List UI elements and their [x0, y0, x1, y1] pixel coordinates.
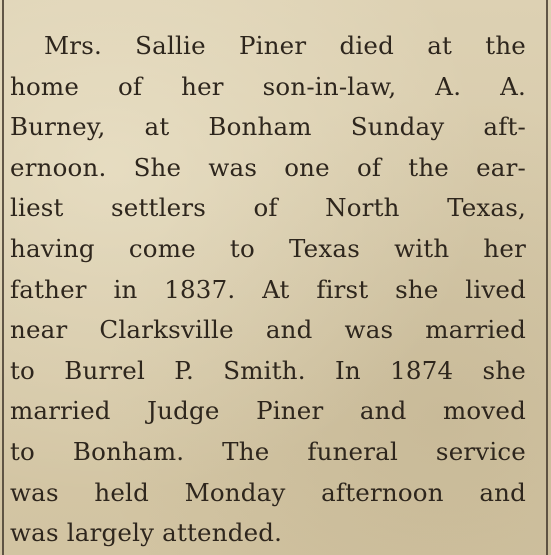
text-line: liest settlers of North Texas,	[10, 193, 526, 223]
left-column-rule	[2, 0, 4, 555]
text-line: home of her son-in-law, A. A.	[10, 71, 526, 101]
text-line: ernoon. She was one of the ear-	[10, 152, 526, 182]
text-line: near Clarksville and was married	[10, 315, 526, 345]
right-column-rule	[546, 0, 548, 555]
cut-off-headline	[0, 0, 551, 12]
text-line: Burney, at Bonham Sunday aft-	[10, 112, 526, 142]
text-line: married Judge Piner and moved	[10, 396, 526, 426]
text-line: to Burrel P. Smith. In 1874 she	[10, 355, 526, 385]
text-line: having come to Texas with her	[10, 233, 526, 263]
text-line: father in 1837. At first she lived	[10, 274, 526, 304]
obituary-paragraph	[10, 26, 526, 554]
text-line: was largely attended.	[10, 518, 283, 548]
text-line: to Bonham. The funeral service	[10, 436, 526, 466]
text-line: was held Monday afternoon and	[10, 477, 526, 507]
text-line: Mrs. Sallie Piner died at the	[44, 31, 526, 60]
